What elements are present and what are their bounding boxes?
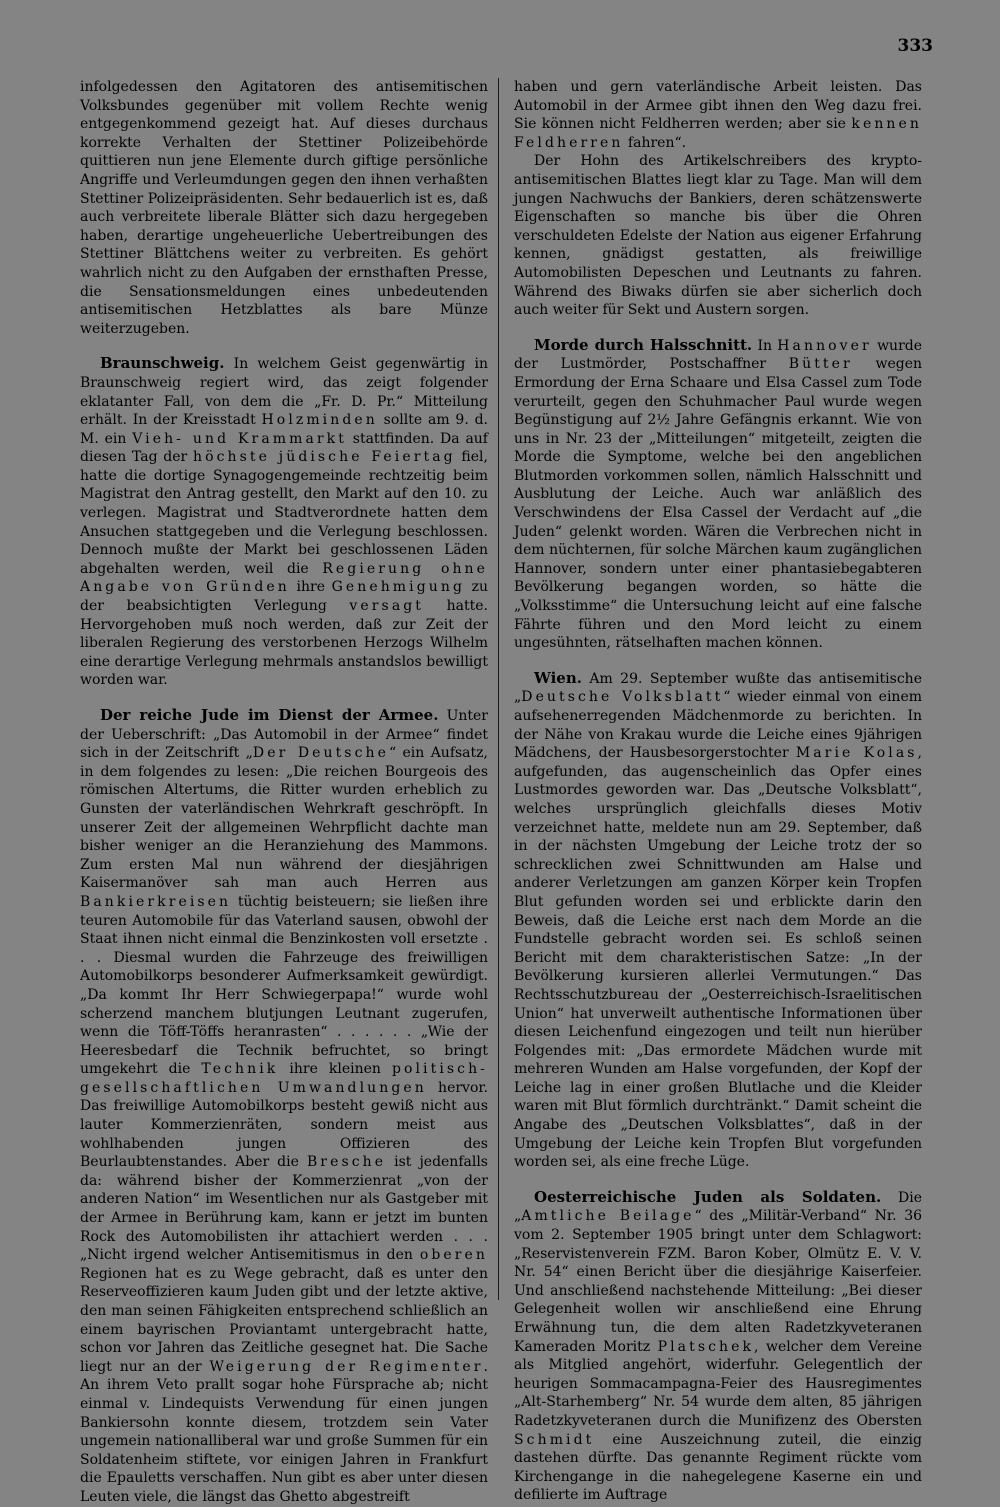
article-oesterreichische-juden: Oesterreichische Juden als Soldaten. Die „Amtliche Beilage“ des „Militär-Verband“ Nr. 36 vom 2. September 1905 bringt unter dem Schlagwort: „Reservistenverein FZM. Baron Kober, Olmütz E. V. V. Nr. 54“ einen Bericht über die diesjährige Kaiserfeier. Und anschließend nachstehende Mitteilung: „Bei dieser Gelegenheit wollen wir anschließend eine Ehrung Erwähnung tun, die dem alten Radetzkyveteranen Kameraden Moritz Platschek, welcher dem Vereine als Mitglied angehört, widerfuhr. Gelegentlich der heurigen Sommacampagna-Feier des Hausregimentes „Alt-Starhemberg“ Nr. 54 wurde dem alten, 85 jährigen Radetzkyveteranen durch die Munifizenz des Obersten Schmidt eine Auszeichnung zuteil, die einzig dastehen dürfte. Das genannte Regiment rückte vom Kirchengange in die nahegelegene Kaserne ein und defilierte im Auftrage [514, 1187, 923, 1504]
page-number: 333 [897, 36, 933, 56]
article-morde-halsschnitt: Morde durch Halsschnitt. In Hannover wurde der Lustmörder, Postschaffner Bütter wegen Ermordung der Erna Schaare und Elsa Cassel zum Tode verurteilt, gegen den Schuhmacher Paul wurde wegen Begünstigung auf 2½ Jahre Gefängnis erkannt. Wie von uns in Nr. 23 der „Mitteilungen“ mitgeteilt, zeigten die Morde die Symptome, welche bei den angeblichen Blutmorden vorkommen sollen, nämlich Halsschnitt und Ausblutung der Leiche. Auch war anläßlich des Verschwindens der Elsa Cassel der Verdacht auf „die Juden“ gelenkt worden. Wären die Verbrechen nicht in dem nüchternen, für solche Märchen kaum zugänglichen Hannover, sondern unter einer phantasiebegabteren Bevölkerung begangen worden, so hätte die „Volksstimme“ die Untersuchung leicht auf eine falsche Fährte führen und den Mord leicht zu einem ungesühnten, rätselhaften machen können. [514, 335, 923, 652]
article-heading: Wien. [534, 668, 582, 687]
right-column [514, 78, 922, 1505]
article-heading: Der reiche Jude im Dienst der Armee. [100, 706, 439, 724]
paragraph-continuation: infolgedessen den Agitatoren des antisemitischen Volksbundes gegenüber mit vollem Rechte wenig entgegenkommend gezeigt hat. Auf dieses durchaus korrekte Verhalten der Stettiner Polizeibehörde quittieren nun jene Elemente durch giftige persönliche Angriffe und Verleumdungen gegen den ihnen verhaßten Stettiner Polizeipräsidenten. Sehr bedauerlich ist es, daß auch verbreitete liberale Blätter sich dazu hergegeben haben, derartige ungeheuerliche Uebertreibungen des Stettiner Blättchens weiter zu verbreiten. Es gehört wahrlich nicht zu den Aufgaben der ernsthaften Presse, die Sensationsmeldungen eines unbedeutenden antisemitischen Hetzblattes als bare Münze weiterzugeben. [80, 79, 488, 337]
paragraph: Der Hohn des Artikelschreibers des krypto-antisemitischen Blattes liegt klar zu Tage. Man will dem jungen Nachwuchs der Bankiers, deren schätzenswerte Eigenschaften so manche bis über die Ohren verschuldeten Edelste der Nation aus eigener Erfahrung kennen, gnädigst gestatten, als freiwillige Automobilisten Depeschen und Leutnants zu fahren. Während des Biwaks dürfen sie aber sicherlich doch auch weiter für Sekt und Austern sorgen. [514, 153, 922, 319]
article-reiche-jude: Der reiche Jude im Dienst der Armee. Unter der Ueberschrift: „Das Automobil in der Armee“ findet sich in der Zeitschrift „Der Deutsche“ ein Aufsatz, in dem folgendes zu lesen: „Die reichen Bourgeois des römischen Altertums, die Ritter wurden erheblich zu Gunsten der vaterländischen Wehrkraft geschröpft. In unserer Zeit der allgemeinen Wehrpflicht dachte man bisher weniger an die Heranziehung des Mammons. Zum ersten Mal nun während der diesjährigen Kaisermanöver sah man auch Herren aus Bankierkreisen tüchtig beisteuern; sie ließen ihre teuren Automobile für das Vaterland sausen, obwohl der Staat ihnen nicht einmal die Benzinkosten voll ersetzte . . . Diesmal wurden die Fahrzeuge des freiwilligen Automobilkorps besonderer Aufmerksamkeit gewürdigt. „Da kommt Ihr Herr Schwiegerpapa!“ wurde wohl scherzend manchem blutjungen Leutnant zugerufen, wenn die Töff-Töffs heranrasten“ . . . . . . „Wie der Heeresbedarf die Technik befruchtet, so bringt umgekehrt die Technik ihre kleinen politisch-gesellschaftlichen Umwandlungen hervor. Das freiwillige Automobilkorps besteht gewiß nicht aus lauter Kommerzienräten, sondern meist aus wohlhabenden jungen Offizieren des Beurlaubtenstandes. Aber die Bresche ist jedenfalls da: während bisher der Kommerzienrat „von der anderen Nation“ im Wesentlichen nur als Gastgeber mit der Armee in Berührung kam, kann er jetzt im bunten Rock des Automobilisten ihr attachiert werden . . . „Nicht irgend welcher Antisemitismus in den oberen Regionen hat es zu Wege gebracht, daß es unter den Reserveoffizieren kaum Juden gibt und der letzte aktive, den man seinen Fähigkeiten entsprechend schließlich an einem bayrischen Proviantamt untergebracht hatte, schon vor Jahren das Zeitliche gesegnet hat. Die Sache liegt nur an der Weigerung der Regimenter. An ihrem Veto prallt sogar hohe Fürsprache ab; nicht einmal v. Lindequists Verwendung für einen jungen Bankiersohn konnte diesem, trotzdem sein Vater ungemein nationalliberal war und große Summen für ein Soldatenheim stiftete, vor einigen Jahren in Frankfurt die Epauletts verschaffen. Nun gibt es aber unter diesen Leuten viele, die längst das Ghetto abgestreift [80, 706, 488, 1505]
article-heading: Braunschweig. [100, 354, 225, 373]
article-heading: Oesterreichische Juden als Soldaten. [534, 1187, 882, 1206]
article-wien: Wien. Am 29. September wußte das antisemitische „Deutsche Volksblatt“ wieder einmal von einem aufsehenerregenden Mädchenmorde zu berichten. In der Nähe von Krakau wurde die Leiche eines 9jährigen Mädchens, der Hausbesorgerstochter Marie Kolas, aufgefunden, das augenscheinlich das Opfer eines Lustmordes geworden war. Das „Deutsche Volksblatt“, welches ursprünglich gleichfalls dieses Motiv verzeichnet hatte, meldete nun am 29. September, daß in der nächsten Umgebung der Leiche trotz der so schrecklichen zwei Schnittwunden am Halse und anderer Verletzungen am ganzen Körper kein Tropfen Blut gefunden worden sei und erblickte darin den Beweis, daß die Leiche erst nach dem Morde an die Fundstelle gebracht worden sei. Es schloß seinen Bericht mit dem charakteristischen Satze: „In der Bevölkerung kursieren allerlei Vermutungen.“ Das Rechtsschutzbureau der „Oesterreichisch-Israelitischen Union“ hat unverweilt authentische Informationen über diesen Leichenfund eingezogen und teilt nun hierüber Folgendes mit: „Das ermordete Mädchen wurde mit mehreren Wunden am Halse vorgefunden, der Kopf der Leiche lag in einer großen Blutlache und die Kleider waren mit Blut förmlich durchtränkt.“ Damit scheint die Angabe des „Deutschen Volksblattes“, daß in der Umgebung der Leiche kein Tropfen Blut vorgefunden worden sei, als eine freche Lüge. [514, 668, 922, 1171]
article-braunschweig: Braunschweig. In welchem Geist gegenwärtig in Braunschweig regiert wird, das zeigt folgender eklatanter Fall, von dem die „Fr. D. Pr.“ Mitteilung erhält. In der Kreisstadt Holzminden sollte am 9. d. M. ein Vieh- und Krammarkt stattfinden. Da auf diesen Tag der höchste jüdische Feiertag fiel, hatte die dortige Synagogengemeinde rechtzeitig beim Magistrat den Antrag gestellt, den Markt auf den 10. zu verlegen. Magistrat und Stadtverordnete hatten dem Ansuchen stattgegeben und die Verlegung beschlossen. Dennoch mußte der Markt bei geschlossenen Läden abgehalten werden, weil die Regierung ohne Angabe von Gründen ihre Genehmigung zu der beabsichtigten Verlegung versagt hatte. Hervorgehoben muß noch werden, daß zur Zeit der liberalen Regierung des verstorbenen Herzogs Wilhelm eine derartige Verlegung mehrmals anstandslos bewilligt worden war. [80, 354, 489, 689]
paragraph-continuation: haben und gern vaterländische Arbeit leisten. Das Automobil in der Armee gibt ihnen den Weg dazu frei. Sie können nicht Feldherren werden; aber sie kennen Feldherren fahren“. [514, 79, 922, 151]
column-divider [498, 78, 499, 1300]
left-column [80, 78, 488, 1507]
article-heading: Morde durch Halsschnitt. [534, 335, 753, 354]
